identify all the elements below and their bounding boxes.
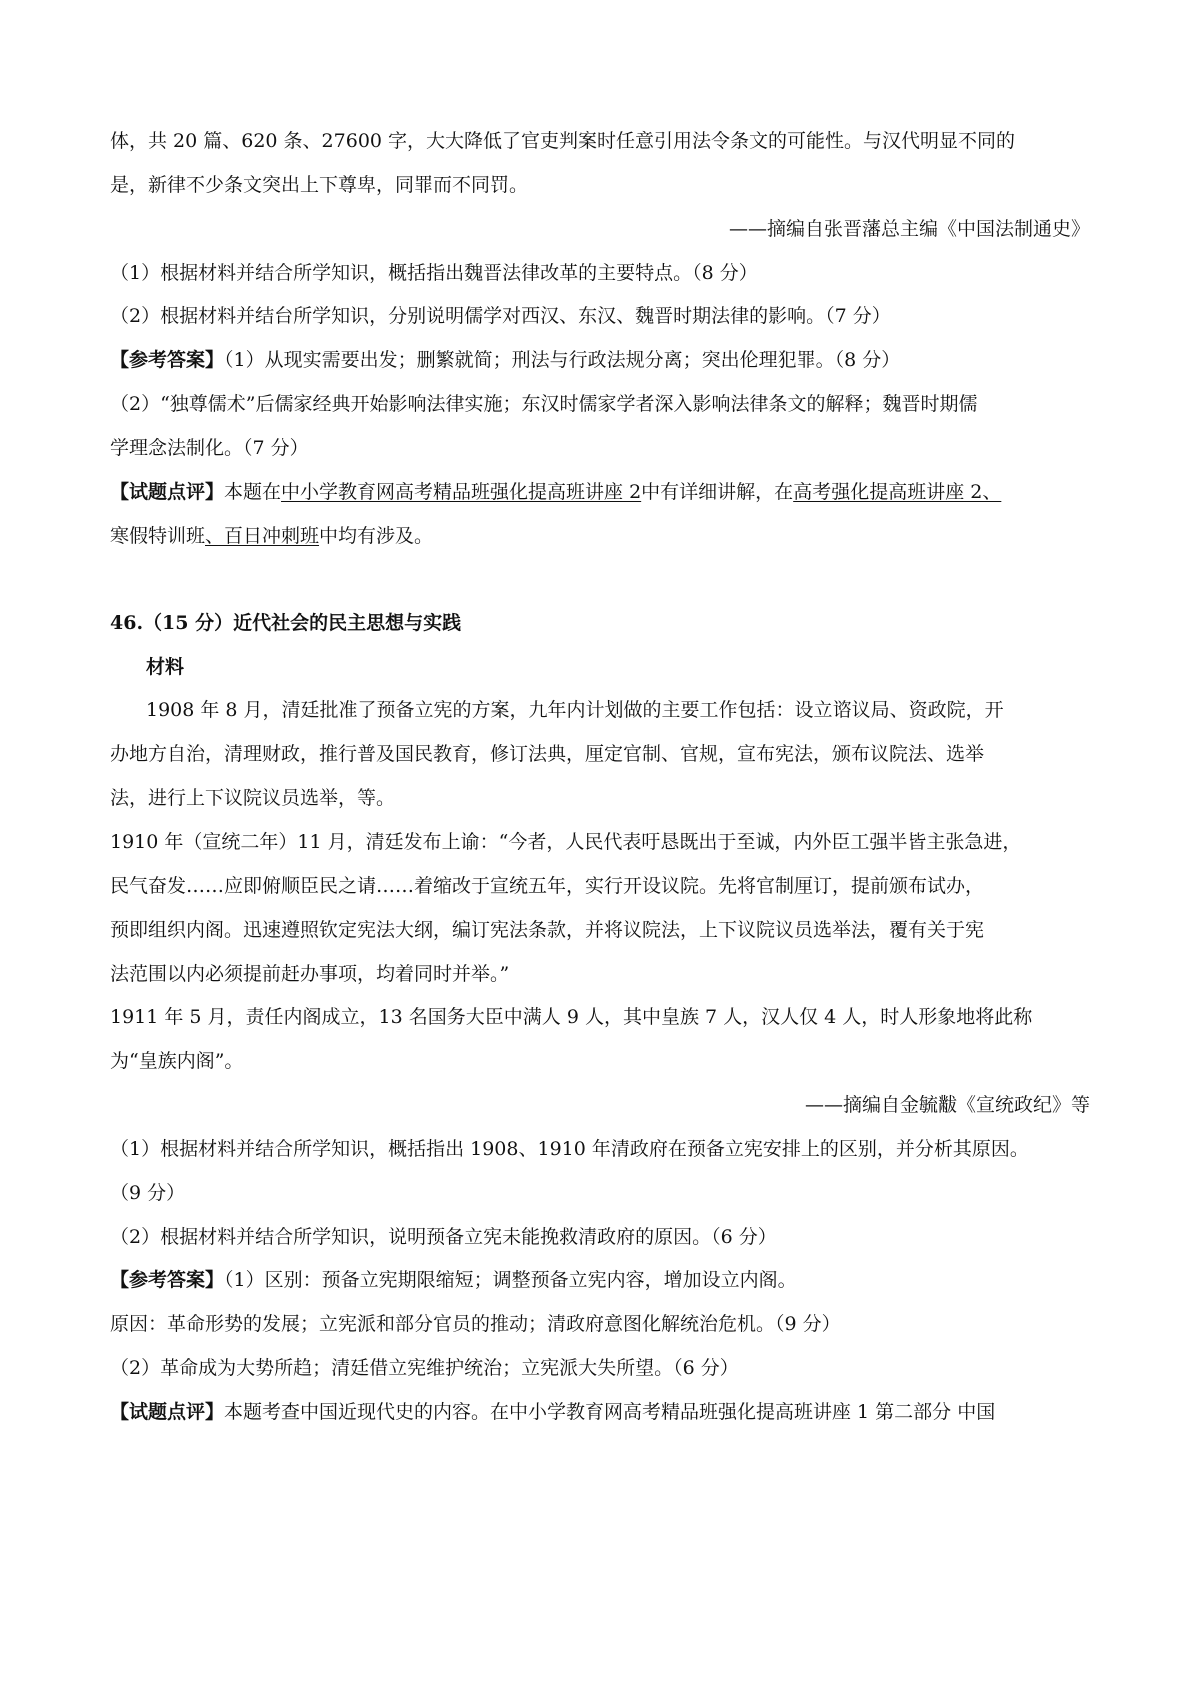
review-line <box>110 1399 1100 1425</box>
material-line: 为“皇族内阁”。 <box>110 1050 244 1072</box>
question-1: （9 分） <box>110 1182 186 1204</box>
material-line: 法范围以内必须提前赶办事项，均着同时并举。” <box>110 963 510 985</box>
paragraph-line: 体，共 20 篇、620 条、27600 字，大大降低了官吏判案时任意引用法令条文的可能性。与汉代明显不同的 <box>110 130 1016 152</box>
review-text: 中有详细讲解，在 <box>641 481 794 503</box>
answer-1-text: （1）区别：预备立宪期限缩短；调整预备立宪内容，增加设立内阁。 <box>224 1269 797 1291</box>
answer-label: 【参考答案】 <box>110 1269 225 1291</box>
review-label: 【试题点评】 <box>110 1401 225 1423</box>
answer-label: 【参考答案】 <box>110 349 225 371</box>
material-line: 民气奋发……应即俯顺臣民之请……着缩改于宣统五年，实行开设议院。先将官制厘订，提前颁布试办， <box>110 875 985 897</box>
review-text: 本题在 <box>224 481 282 503</box>
answer-2: （2）革命成为大势所趋；清廷借立宪维护统治；立宪派大失所望。（6 分） <box>110 1357 739 1379</box>
course-link[interactable]: 高考强化提高班讲座 2、 <box>793 481 1002 503</box>
review-text: 本题考查中国近现代史的内容。在中小学教育网高考精品班强化提高班讲座 1 第二部分 中国 <box>224 1401 996 1423</box>
material-label: 材料 <box>146 656 185 678</box>
course-link[interactable]: 、百日冲刺班 <box>205 525 320 547</box>
material-line: 预即组织内阁。迅速遵照钦定宪法大纲，编订宪法条款，并将议院法，上下议院议员选举法，覆有关于宪 <box>110 919 985 941</box>
review-line <box>110 479 1100 505</box>
source-citation: ——摘编自张晋藩总主编《中国法制通史》 <box>728 218 1090 240</box>
answer-2-line: （2）“独尊儒术”后儒家经典开始影响法律实施；东汉时儒家学者深入影响法律条文的解释；魏晋时期儒 <box>110 393 978 415</box>
answer-1 <box>110 1267 1100 1293</box>
material-line: 1911 年 5 月，责任内阁成立，13 名国务大臣中满人 9 人，其中皇族 7 人，汉人仅 4 人，时人形象地将此称 <box>110 1006 1033 1028</box>
question-2: （2）根据材料并结合所学知识，说明预备立宪未能挽救清政府的原因。（6 分） <box>110 1226 777 1248</box>
material-line: 1908 年 8 月，清廷批准了预备立宪的方案，九年内计划做的主要工作包括：设立谘议局、资政院，开 <box>146 699 1004 721</box>
question-2: （2）根据材料并结台所学知识，分别说明儒学对西汉、东汉、魏晋时期法律的影响。（7 分） <box>110 305 891 327</box>
material-line: 1910 年（宣统二年）11 月，清廷发布上谕：“今者，人民代表吁恳既出于至诚，内外臣工强半皆主张急进， <box>110 831 1022 853</box>
question-heading: 46.（15 分）近代社会的民主思想与实践 <box>110 612 462 634</box>
question-1: （1）根据材料并结合所学知识，概括指出魏晋法律改革的主要特点。（8 分） <box>110 262 758 284</box>
answer-2-line: 学理念法制化。（7 分） <box>110 437 309 459</box>
course-text: 寒假特训班 <box>110 525 206 547</box>
question-1: （1）根据材料并结合所学知识，概括指出 1908、1910 年清政府在预备立宪安排上的区别，并分析其原因。 <box>110 1138 1029 1160</box>
paragraph-line: 是，新律不少条文突出上下尊卑，同罪而不同罚。 <box>110 174 529 196</box>
answer-1-text: （1）从现实需要出发；删繁就简；刑法与行政法规分离；突出伦理犯罪。（8 分） <box>224 349 901 371</box>
answer-1-reason: 原因：革命形势的发展；立宪派和部分官员的推动；清政府意图化解统治危机。（9 分） <box>110 1313 841 1335</box>
review-label: 【试题点评】 <box>110 481 225 503</box>
answer-1 <box>110 347 1100 373</box>
material-line: 法，进行上下议院议员选举，等。 <box>110 787 396 809</box>
material-line: 办地方自治，清理财政，推行普及国民教育，修订法典，厘定官制、官规，宣布宪法，颁布议院法、选举 <box>110 743 985 765</box>
course-link[interactable]: 中小学教育网高考精品班强化提高班讲座 2 <box>281 481 642 503</box>
source-citation: ——摘编自金毓黻《宣统政纪》等 <box>804 1094 1090 1116</box>
review-line <box>110 523 1100 549</box>
review-text: 中均有涉及。 <box>319 525 434 547</box>
